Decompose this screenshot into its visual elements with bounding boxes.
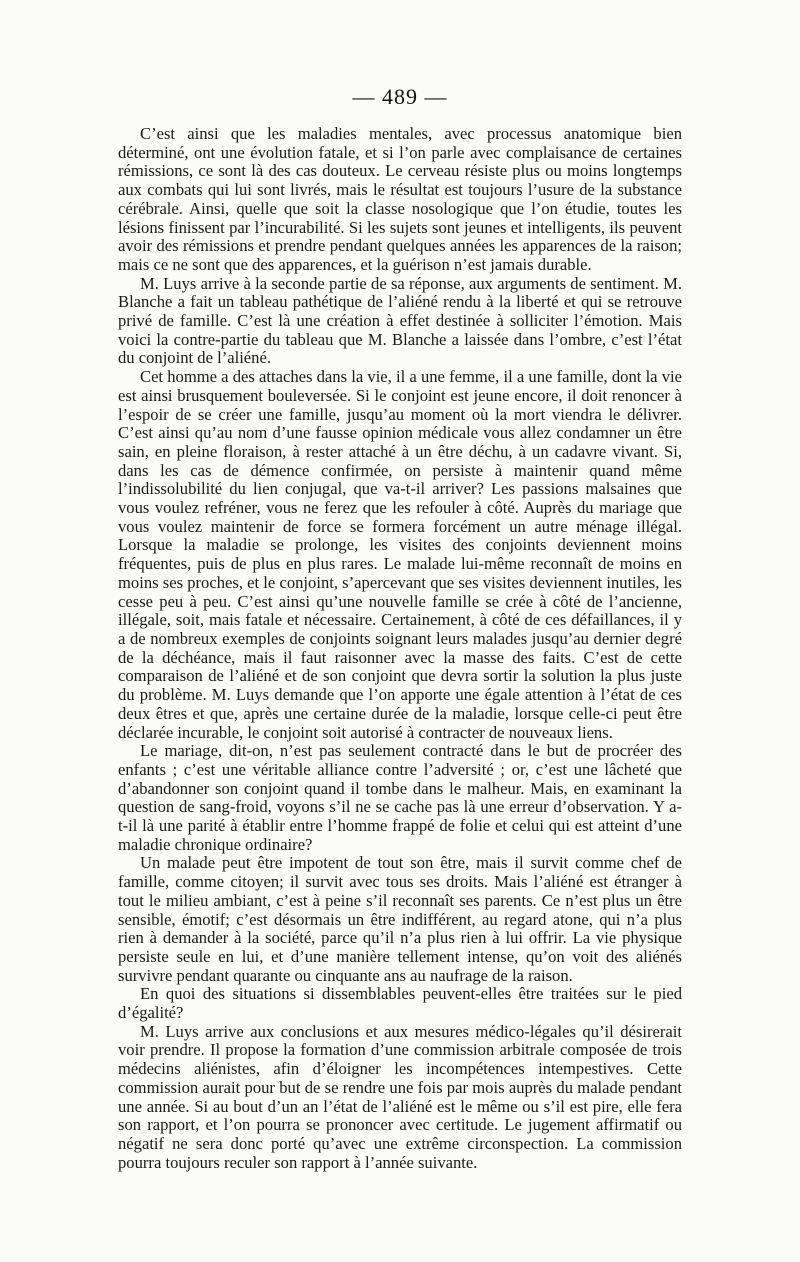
page-number: — 489 — [352, 84, 448, 109]
paragraph-1: C’est ainsi que les maladies mentales, avec processus anatomique bien déterminé, ont une évolution fatale, et si l’on parle avec complaisance de certaines rémissions, ce sont là des cas douteux. Le cerveau résiste plus ou moins longtemps aux combats qui lui sont livrés, mais le résultat est toujours l’usure de la substance cérébrale. Ainsi, quelle que soit la classe nosologique que l’on étudie, toutes les lésions finissent par l’incurabilité. Si les sujets sont jeunes et intelligents, ils peuvent avoir des rémissions et prendre pendant quelques années les apparences de la raison; mais ce ne sont que des apparences, et la guérison n’est jamais durable. [118, 124, 682, 274]
paragraph-5: Un malade peut être impotent de tout son être, mais il survit comme chef de famille, comme citoyen; il survit avec tous ses droits. Mais l’aliéné est étranger à tout le milieu ambiant, c’est à peine s’il reconnaît ses parents. Ce n’est plus un être sensible, émotif; c’est désormais un être indifférent, au regard atone, qui n’a plus rien à demander à la société, parce qu’il n’a plus rien à lui offrir. La vie physique persiste seule en lui, et d’une manière tellement intense, qu’on voit des aliénés survivre pendant quarante ou cinquante ans au naufrage de la raison. [118, 853, 682, 985]
paragraph-3: Cet homme a des attaches dans la vie, il a une femme, il a une famille, dont la vie est ainsi brusquement bouleversée. Si le conjoint est jeune encore, il doit renoncer à l’espoir de se créer une famille, jusqu’au moment où la mort viendra le délivrer. C’est ainsi qu’au nom d’une fausse opinion médicale vous allez condamner un être sain, en pleine floraison, à rester attaché à un être déchu, à un cadavre vivant. Si, dans les cas de démence confirmée, on persiste à maintenir quand même l’indissolubilité du lien conjugal, que va-t-il arriver? Les passions malsaines que vous voulez refréner, vous ne ferez que les refouler à côté. Auprès du mariage que vous voulez maintenir de force se formera forcément un autre ménage illégal. Lorsque la maladie se prolonge, les visites des conjoints deviennent moins fréquentes, puis de plus en plus rares. Le malade lui-même reconnaît de moins en moins ses proches, et le conjoint, s’apercevant que ses visites deviennent inutiles, les cesse peu à peu. C’est ainsi qu’une nouvelle famille se crée à côté de l’ancienne, illégale, soit, mais fatale et nécessaire. Certainement, à côté de ces défaillances, il y a de nombreux exemples de conjoints soignant leurs malades jusqu’au dernier degré de la déchéance, mais il faut raisonner avec la masse des faits. C’est de cette comparaison de l’aliéné et de son conjoint que devra sortir la solution la plus juste du problème. M. Luys demande que l’on apporte une égale attention à l’état de ces deux êtres et que, après une certaine durée de la maladie, lorsque celle-ci peut être déclarée incurable, le conjoint soit autorisé à contracter de nouveaux liens. [118, 367, 682, 742]
paragraph-6: En quoi des situations si dissemblables peuvent-elles être traitées sur le pied d’égalité? [118, 984, 682, 1023]
text-body [118, 125, 682, 1172]
paragraph-2: M. Luys arrive à la seconde partie de sa réponse, aux arguments de sentiment. M. Blanche a fait un tableau pathétique de l’aliéné rendu à la liberté et qui se retrouve privé de famille. C’est là une création à effet destinée à solliciter l’émotion. Mais voici la contre-partie du tableau que M. Blanche a laissée dans l’ombre, c’est l’état du conjoint de l’aliéné. [118, 273, 682, 368]
paragraph-7: M. Luys arrive aux conclusions et aux mesures médico-légales qu’il désirerait voir prendre. Il propose la formation d’une commission arbitrale composée de trois médecins aliénistes, afin d’éloigner les incompétences intempestives. Cette commission aurait pour but de se rendre une fois par mois auprès du malade pendant une année. Si au bout d’un an l’état de l’aliéné est le même ou s’il est pire, elle fera son rapport, et l’on pourra se prononcer avec certitude. Le jugement affirmatif ou négatif ne sera donc porté qu’avec une extrême circonspection. La commission pourra toujours reculer son rapport à l’année suivante. [118, 1021, 682, 1172]
paragraph-4: Le mariage, dit-on, n’est pas seulement contracté dans le but de procréer des enfants ; c’est une véritable alliance contre l’adversité ; or, c’est une lâcheté que d’abandonner son conjoint quand il tombe dans le malheur. Mais, en examinant la question de sang-froid, voyons s’il ne se cache pas là une erreur d’observation. Y a-t-il là une parité à établir entre l’homme frappé de folie et celui qui est atteint d’une maladie chronique ordinaire? [118, 741, 682, 854]
